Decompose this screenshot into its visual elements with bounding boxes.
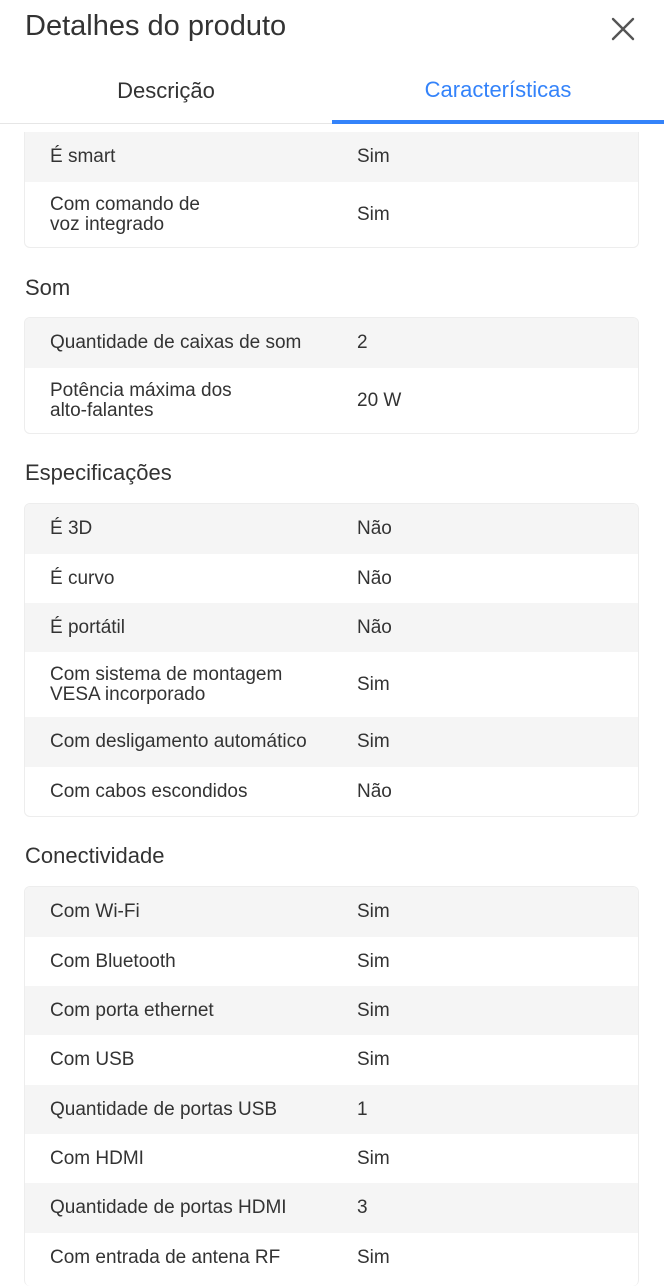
spec-value: Sim (357, 901, 390, 922)
tab-descricao[interactable]: Descrição (117, 78, 215, 103)
spec-card-top (24, 132, 639, 248)
spec-key: Com Wi-Fi (50, 901, 140, 922)
spec-value: Sim (357, 999, 390, 1021)
spec-key: Com HDMI (50, 1147, 144, 1169)
spec-key: É curvo (50, 567, 115, 589)
spec-key: Com comando de voz integrado (50, 193, 200, 235)
spec-key: Com sistema de montagem VESA incorporado (50, 663, 283, 705)
spec-key: Quantidade de portas USB (50, 1098, 278, 1120)
spec-value: 2 (357, 332, 368, 353)
spec-value: Sim (357, 1049, 390, 1070)
spec-key: Potência máxima dos alto-falantes (50, 379, 232, 421)
page-title: Detalhes do produto (25, 10, 287, 42)
spec-row (25, 1183, 638, 1233)
spec-row (25, 182, 638, 247)
spec-key: É smart (50, 146, 116, 167)
spec-key: Com porta ethernet (50, 999, 214, 1021)
spec-value: Não (357, 780, 392, 802)
spec-row (25, 1035, 638, 1085)
spec-value: 20 W (357, 389, 402, 411)
spec-card-som (24, 317, 639, 434)
spec-value: Sim (357, 146, 390, 167)
spec-row (25, 554, 638, 603)
spec-value: 1 (357, 1098, 368, 1120)
spec-row (25, 603, 638, 652)
spec-key: Com Bluetooth (50, 950, 176, 972)
spec-key: Quantidade de portas HDMI (50, 1197, 287, 1218)
close-button[interactable] (604, 10, 642, 48)
modal-header (0, 0, 664, 124)
spec-row (25, 368, 638, 433)
spec-row (25, 1134, 638, 1183)
spec-row (25, 767, 638, 816)
spec-value: Sim (357, 203, 390, 225)
spec-value: 3 (357, 1197, 368, 1218)
spec-value: Sim (357, 1147, 390, 1169)
spec-key: Com cabos escondidos (50, 780, 248, 802)
spec-row (25, 937, 638, 986)
spec-key: É portátil (50, 616, 125, 638)
section-title-conectividade: Conectividade (25, 843, 165, 868)
spec-key: Com desligamento automático (50, 731, 307, 752)
spec-row (25, 1233, 638, 1282)
spec-value: Sim (357, 673, 390, 695)
tab-caracteristicas[interactable]: Características (332, 60, 664, 124)
spec-row (25, 887, 638, 937)
spec-row (25, 717, 638, 767)
spec-key: Com entrada de antena RF (50, 1246, 281, 1268)
spec-value: Não (357, 616, 392, 638)
spec-value: Sim (357, 731, 390, 752)
spec-value: Sim (357, 1246, 390, 1268)
spec-row (25, 132, 638, 182)
spec-row (25, 652, 638, 717)
spec-key: Com USB (50, 1049, 135, 1070)
section-title-especificacoes: Especificações (25, 460, 172, 485)
spec-row (25, 986, 638, 1035)
spec-card-especificacoes (24, 503, 639, 817)
spec-value: Não (357, 518, 392, 539)
spec-row (25, 318, 638, 368)
spec-row (25, 504, 638, 554)
section-title-som: Som (25, 275, 71, 300)
close-icon (611, 17, 635, 41)
spec-key: É 3D (50, 518, 93, 539)
spec-key: Quantidade de caixas de som (50, 332, 302, 353)
spec-row (25, 1085, 638, 1134)
spec-card-conectividade (24, 886, 639, 1286)
spec-value: Não (357, 567, 392, 589)
spec-value: Sim (357, 950, 390, 972)
